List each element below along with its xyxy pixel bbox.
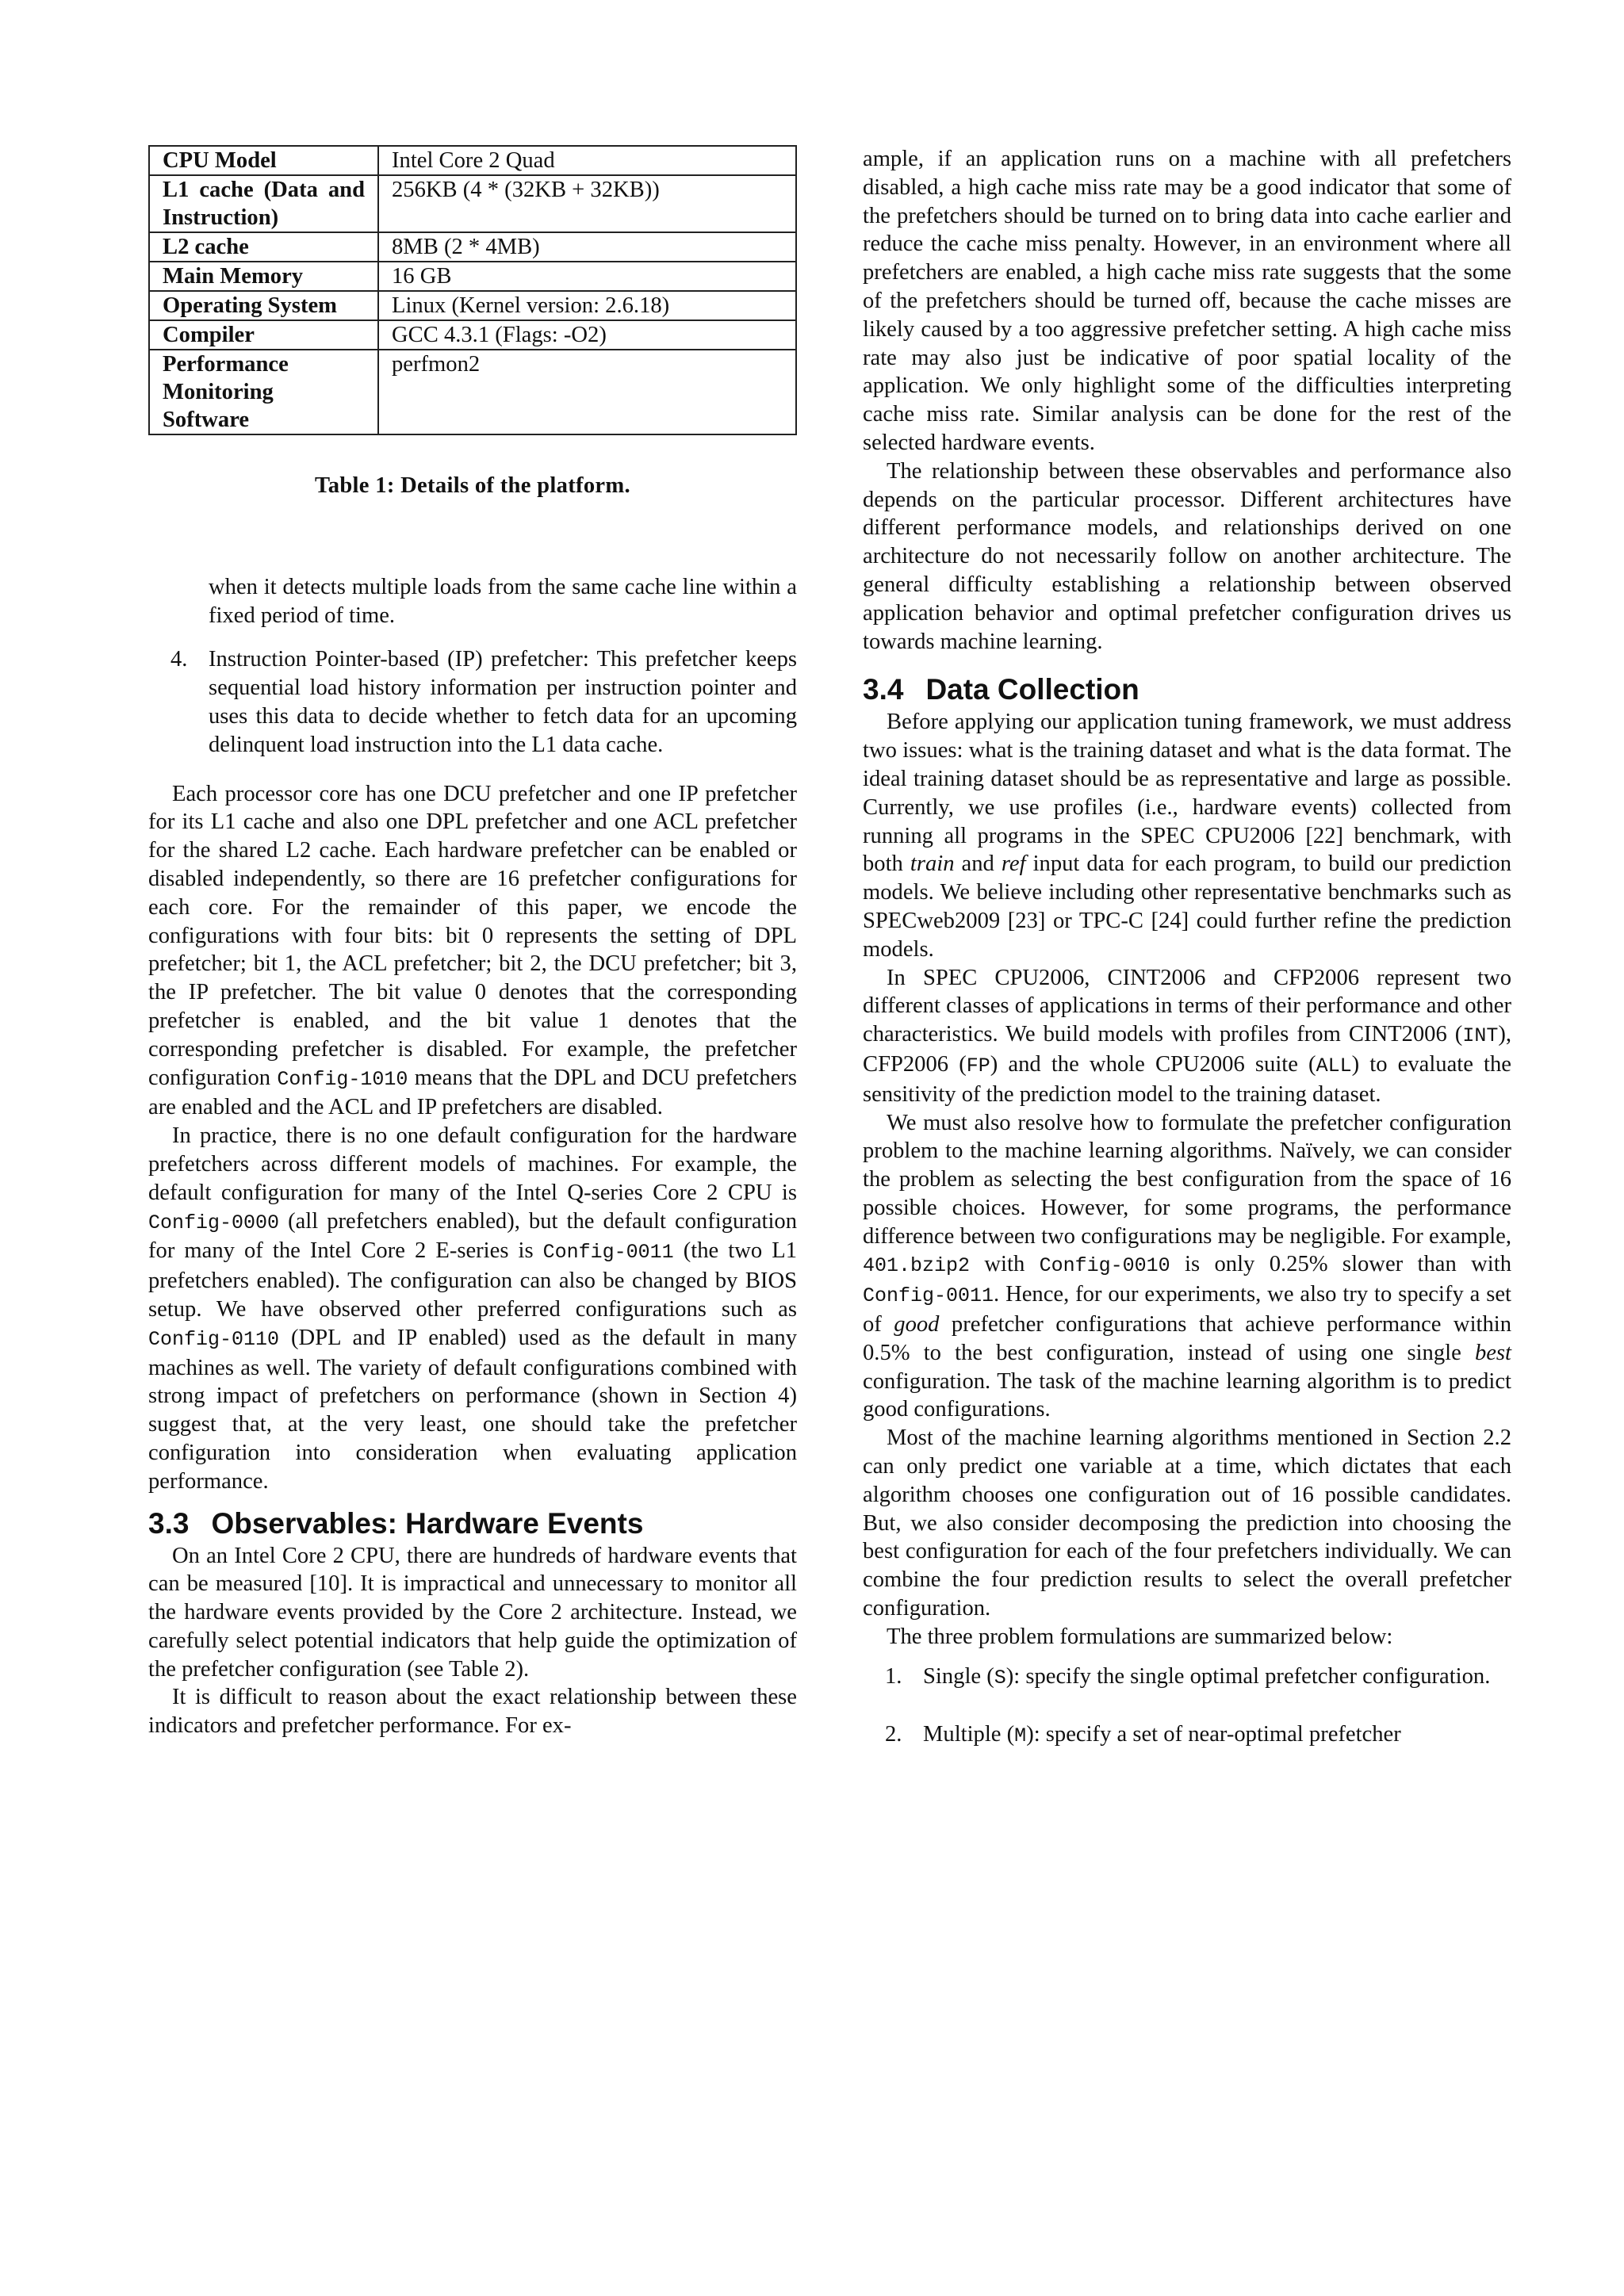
text-run: Single ( xyxy=(923,1663,994,1689)
table-row xyxy=(149,175,796,232)
emphasis: train xyxy=(910,851,955,877)
table-row xyxy=(149,146,796,175)
table-key: Performance Monitoring Software xyxy=(149,350,378,434)
text-run: means that the DPL and DCU prefetchers are enabled and the ACL and IP prefetchers are disabled. xyxy=(148,1065,797,1120)
table-row xyxy=(149,320,796,350)
text-run: In practice, there is no one default configuration for the hardware prefetchers across different models of machines. For example, the default configuration for many of the Intel Q-series Core 2 CPU is xyxy=(148,1123,797,1205)
list-marker: 1. xyxy=(885,1663,902,1689)
text-run: Each processor core has one DCU prefetcher and one IP prefetcher for its L1 cache and also one DPL prefetcher and one ACL prefetcher for the shared L2 cache. Each hardware prefetcher can be enabled or disabled independently, so there are 16 prefetcher configurations for each core. For the remainder of this paper, we encode the configurations with four bits: bit 0 represents the setting of DPL prefetcher; bit 1, the ACL prefetcher; bit 2, the DCU prefetcher; bit 3, the IP prefetcher. The bit value 0 denotes that the corresponding prefetcher is enabled, and the bit value 1 denotes that the corresponding prefetcher is disabled. For example, the prefetcher configuration xyxy=(148,781,797,1090)
text-run: Before applying our application tuning framework, we must address two issues: what is the training dataset and what is the data format. The ideal training dataset should be as representative and large as possible. Currently, we use profiles (i.e., hardware events) collected from running all programs in the SPEC CPU2006 [22] benchmark, with both xyxy=(863,710,1511,877)
paragraph: On an Intel Core 2 CPU, there are hundreds of hardware events that can be measured [10]. It is impractical and unnecessary to monitor all the hardware events provided by the Core 2 architecture. Instead, we carefully select potential indicators that help guide the optimization of the prefetcher configuration (see Table 2). xyxy=(148,1543,797,1682)
table-key: L1 cache (Data and Instruction) xyxy=(149,175,378,232)
text-run: (all prefetchers enabled), but the default configuration for many of the Intel Core 2 E-series is xyxy=(148,1208,797,1264)
text-run: (DPL and IP enabled) used as the default in many machines as well. The variety of default configurations combined with strong impact of prefetchers on performance (shown in Section 4) suggest that, at the very least, one should take the prefetcher configuration into consideration when evaluating application performance. xyxy=(148,1325,797,1494)
paragraph xyxy=(148,780,797,1123)
emphasis: best xyxy=(1474,1340,1511,1365)
section-heading xyxy=(148,1507,797,1540)
table-row xyxy=(149,291,796,320)
table-value: 16 GB xyxy=(378,262,796,291)
platform-table xyxy=(148,145,797,435)
table-row xyxy=(149,232,796,262)
text-run: prefetcher configurations that achieve performance within 0.5% to the best configuration, instead of using one single xyxy=(863,1312,1511,1365)
list-marker: 2. xyxy=(885,1722,902,1747)
left-column xyxy=(148,145,797,1740)
prefetcher-list xyxy=(148,645,797,759)
inline-code: FP xyxy=(966,1054,990,1077)
inline-code: Config-0000 xyxy=(148,1211,280,1234)
text-run: configuration. The task of the machine learning algorithm is to predict good configurations. xyxy=(863,1368,1511,1422)
table-value: 8MB (2 * 4MB) xyxy=(378,232,796,262)
list-item-text: Instruction Pointer-based (IP) prefetcher: This prefetcher keeps sequential load history information per instruction pointer and uses this data to decide whether to fetch data for an upcoming delinquent load instruction into the L1 data cache. xyxy=(209,647,797,757)
list-item-text xyxy=(923,1720,1511,1751)
text-run: ), CFP2006 ( xyxy=(863,1022,1511,1077)
inline-code: M xyxy=(1014,1724,1027,1748)
text-run: Multiple ( xyxy=(923,1722,1015,1747)
paragraph: Most of the machine learning algorithms mentioned in Section 2.2 can only predict one variable at a time, which dictates that each algorithm chooses one configuration out of 16 possible candidates. But, we also consider decomposing the prediction into choosing the best configuration for each of the four prefetchers individually. We can combine the four prediction results to select the overall prefetcher configuration. xyxy=(863,1425,1511,1621)
inline-code: Config-0010 xyxy=(1039,1254,1170,1278)
text-run: with xyxy=(970,1252,1040,1277)
section-title: Observables: Hardware Events xyxy=(211,1506,644,1540)
section-number: 3.3 xyxy=(148,1506,190,1540)
paragraph: ample, if an application runs on a machine with all prefetchers disabled, a high cache miss rate may be a good indicator that some of the prefetchers should be turned on to bring data into cache earlier and reduce the cache miss penalty. However, in an environment where all prefetchers are enabled, a high cache miss rate suggests that the some of the prefetchers should be turned off, because the cache misses are likely caused by a too aggressive prefetcher setting. A high cache miss rate may also just be indicative of poor spatial locality of the application. We only highlight some of the difficulties interpreting cache miss rate. Similar analysis can be done for the rest of the selected hardware events. xyxy=(863,147,1511,455)
inline-code: S xyxy=(994,1666,1006,1689)
list-item xyxy=(148,645,797,759)
list-item-text xyxy=(923,1663,1511,1693)
table-value: perfmon2 xyxy=(378,350,796,434)
table-value: Linux (Kernel version: 2.6.18) xyxy=(378,291,796,320)
list-item-continuation: when it detects multiple loads from the same cache line within a fixed period of time. xyxy=(209,574,797,628)
inline-code: Config-1010 xyxy=(277,1067,408,1091)
list-item xyxy=(863,1663,1511,1693)
table-row xyxy=(149,262,796,291)
paragraph xyxy=(863,1109,1511,1425)
text-run: ) and the whole CPU2006 suite ( xyxy=(990,1051,1316,1077)
list-marker: 4. xyxy=(170,647,188,672)
paragraph xyxy=(863,708,1511,963)
text-run: We must also resolve how to formulate the prefetcher configuration problem to the machine learning algorithms. Naïvely, we can consider the problem as selecting the best configuration from the space of 16 possible choices. However, for some programs, the performance difference between two configurations may be negligible. For example, xyxy=(863,1110,1511,1249)
paragraph: The relationship between these observables and performance also depends on the particular processor. Different architectures have different performance models, and relationships derived on one architecture do not necessarily follow on another architecture. The general difficulty establishing a relationship between observed application behavior and optimal prefetcher configuration drives us towards machine learning. xyxy=(863,458,1511,654)
table-value: GCC 4.3.1 (Flags: -O2) xyxy=(378,320,796,350)
paragraph xyxy=(148,1122,797,1495)
right-column xyxy=(863,145,1511,1751)
inline-code: ALL xyxy=(1316,1054,1352,1077)
paragraph xyxy=(863,964,1511,1109)
inline-code: Config-0011 xyxy=(542,1241,674,1265)
text-run: . Hence, for our experiments, we also try to specify a set of xyxy=(863,1282,1511,1337)
section-heading xyxy=(863,673,1511,706)
table-caption: Table 1: Details of the platform. xyxy=(315,473,630,498)
table-value: 256KB (4 * (32KB + 32KB)) xyxy=(378,175,796,232)
table-key: Operating System xyxy=(149,291,378,320)
paragraph: The three problem formulations are summarized below: xyxy=(887,1624,1393,1649)
section-title: Data Collection xyxy=(925,673,1139,706)
list-item xyxy=(863,1720,1511,1751)
table-row xyxy=(149,350,796,434)
inline-code: Config-0011 xyxy=(863,1284,994,1308)
inline-code: Config-0110 xyxy=(148,1327,280,1351)
text-run: ): specify a set of near-optimal prefetcher xyxy=(1026,1722,1401,1747)
table-key: L2 cache xyxy=(149,232,378,262)
emphasis: ref xyxy=(1001,851,1026,877)
text-run: In SPEC CPU2006, CINT2006 and CFP2006 represent two different classes of applications in terms of their performance and other characteristics. We build models with profiles from CINT2006 ( xyxy=(863,965,1511,1047)
text-run: ): specify the single optimal prefetcher configuration. xyxy=(1005,1663,1491,1689)
text-run: and xyxy=(954,851,1002,877)
emphasis: good xyxy=(894,1312,940,1337)
table-key: Main Memory xyxy=(149,262,378,291)
table-key: CPU Model xyxy=(149,146,378,175)
table-key: Compiler xyxy=(149,320,378,350)
inline-code: 401.bzip2 xyxy=(863,1254,971,1278)
text-run: (the two L1 prefetchers enabled). The configuration can also be changed by BIOS setup. We have observed other preferred configurations such as xyxy=(148,1238,797,1322)
text-run: is only 0.25% slower than with xyxy=(1170,1252,1511,1277)
text-run: ) to evaluate the sensitivity of the prediction model to the training dataset. xyxy=(863,1051,1511,1107)
paragraph: It is difficult to reason about the exact relationship between these indicators and prefetcher performance. For ex- xyxy=(148,1685,797,1739)
text-run: input data for each program, to build our prediction models. We believe including other representative benchmarks such as SPECweb2009 [23] or TPC-C [24] could further refine the prediction models. xyxy=(863,851,1511,962)
section-number: 3.4 xyxy=(863,673,904,706)
table-value: Intel Core 2 Quad xyxy=(378,146,796,175)
inline-code: INT xyxy=(1462,1024,1499,1048)
formulation-list xyxy=(863,1663,1511,1751)
